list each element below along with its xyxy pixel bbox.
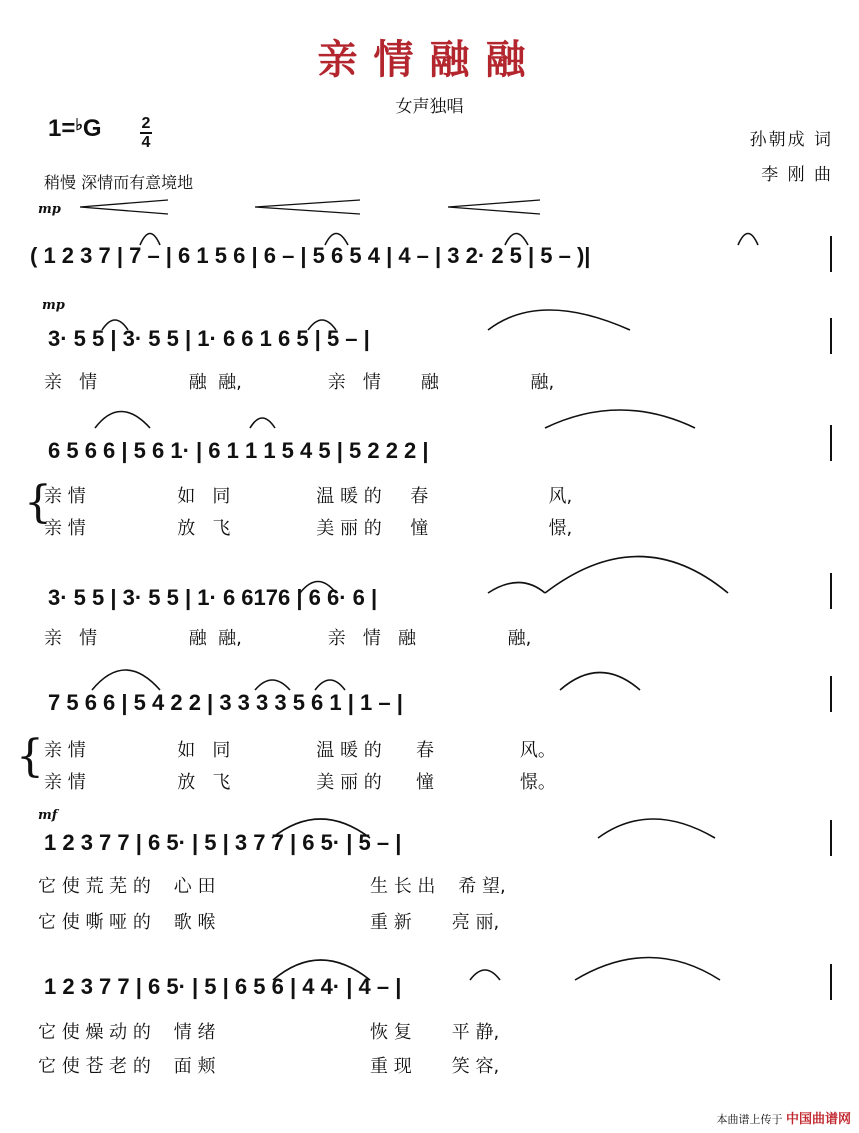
notation-row: 3· 5 5 | 3· 5 5 | 1· 6 6176 | 6 6· 6 |: [48, 585, 378, 610]
lyrics-line: 它 使 燥 动 的 情 绪 恢 复 平 静,: [38, 1022, 500, 1043]
composer: 李 刚 曲: [761, 165, 833, 185]
slur: [250, 418, 275, 428]
tempo-marking: 稍慢 深情而有意境地: [44, 173, 194, 192]
time-bottom: 4: [141, 134, 151, 151]
lyrics-line: 亲 情 如 同 温 暖 的 春 风,: [44, 486, 573, 507]
key-prefix: 1=: [48, 115, 76, 142]
notation-row: 6 5 6 6 | 5 6 1· | 6 1 1 1 5 4 5 | 5 2 2 2 |: [48, 438, 429, 463]
barline: [830, 820, 832, 856]
slur: [315, 680, 345, 690]
slur: [545, 410, 695, 428]
crescendo-hairpin: [80, 200, 168, 214]
crescendo-hairpin: [448, 200, 540, 214]
notation-row: ( 1 2 3 7 | 7 – | 6 1 5 6 | 6 – | 5 6 5 4 | 4 – | 3 2· 2 5 | 5 – )|: [30, 243, 591, 268]
dynamic-intro: mp: [38, 202, 61, 217]
barline: [830, 425, 832, 461]
crescendo-hairpin: [255, 200, 360, 214]
lyrics-line: 亲 情 融 融, 亲 情 融 融,: [44, 628, 532, 649]
key-signature: [48, 115, 102, 143]
lyrics-line: 亲 情 融 融, 亲 情 融 融,: [44, 372, 555, 393]
barline: [830, 573, 832, 609]
notation-row: 7 5 6 6 | 5 4 2 2 | 3 3 3 3 5 6 1 | 1 – |: [48, 690, 403, 715]
barline: [830, 236, 832, 272]
slur: [488, 310, 630, 330]
lyrics-line: 它 使 荒 芜 的 心 田 生 长 出 希 望,: [38, 876, 506, 897]
site-logo[interactable]: 中国曲谱网: [785, 1112, 851, 1127]
slur: [598, 819, 715, 838]
notation-row: 3· 5 5 | 3· 5 5 | 1· 6 6 1 6 5 | 5 – |: [48, 326, 370, 351]
dynamic-verse: mp: [42, 298, 65, 313]
slur: [738, 234, 758, 246]
slur: [255, 680, 290, 690]
time-top: 2: [141, 115, 151, 132]
key-note: G: [82, 115, 102, 142]
lyrics-line: 它 使 嘶 哑 的 歌 喉 重 新 亮 丽,: [38, 912, 500, 933]
barline: [830, 676, 832, 712]
slur: [575, 958, 720, 981]
slur: [488, 583, 545, 594]
slur: [95, 412, 150, 429]
barline: [830, 964, 832, 1000]
slur: [545, 557, 728, 594]
notation-row: 1 2 3 7 7 | 6 5· | 5 | 3 7 7 | 6 5· | 5 – |: [44, 830, 402, 855]
slur: [470, 970, 500, 980]
lyrics-line: 它 使 苍 老 的 面 颊 重 现 笑 容,: [38, 1056, 500, 1077]
slur: [560, 673, 640, 691]
verse-brace: {: [16, 731, 44, 782]
lyrics-line: 亲 情 放 飞 美 丽 的 憧 憬。: [44, 772, 556, 793]
slur: [92, 670, 160, 690]
subtitle: 女声独唱: [395, 97, 464, 117]
lyrics-line: 亲 情 如 同 温 暖 的 春 风。: [44, 740, 556, 761]
footer: [716, 1108, 851, 1127]
flat-sign: ♭: [75, 117, 83, 134]
song-title: 亲情融融: [317, 36, 542, 83]
notation-row: 1 2 3 7 7 | 6 5· | 5 | 6 5 6 | 4 4· | 4 – |: [44, 974, 402, 999]
verse-brace: {: [24, 477, 52, 528]
barline: [830, 318, 832, 354]
lyricist: 孙朝成 词: [749, 130, 833, 150]
footer-text: 本曲谱上传于: [716, 1113, 783, 1126]
dynamic-chorus: mf: [38, 808, 58, 823]
lyrics-line: 亲 情 放 飞 美 丽 的 憧 憬,: [44, 518, 573, 539]
time-signature: [140, 116, 152, 150]
